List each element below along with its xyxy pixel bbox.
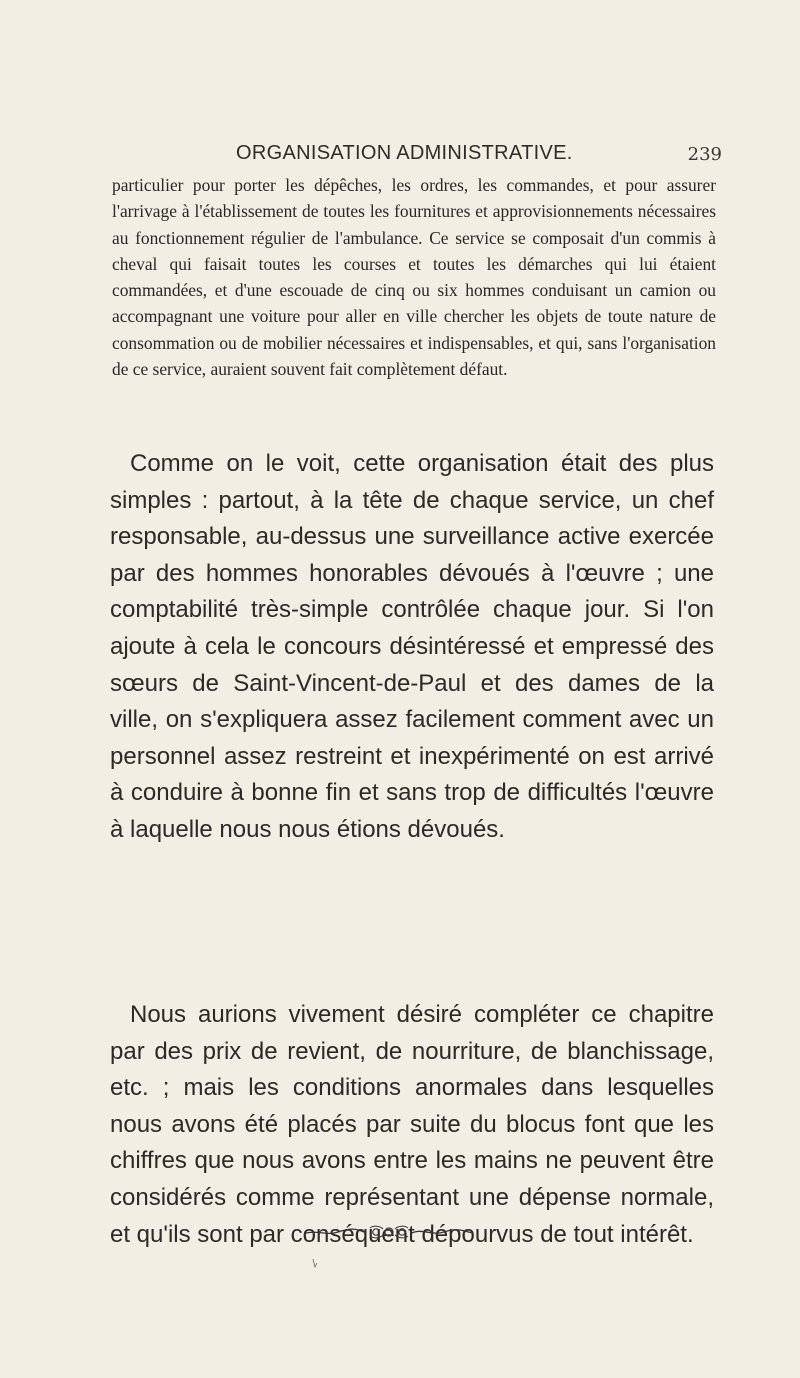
paragraph-organisation-summary: Comme on le voit, cette organisation était des plus simples : partout, à la tête de chaque service, un chef responsable, au-dessus une surveillance active exercée par des hommes honorables dévoués à l'œuvre ; une comptabilité très-simple contrôlée chaque jour. Si l'on ajoute à cela le concours désintéressé et empressé des sœurs de Saint-Vincent-de-Paul et des dames de la ville, on s'expliquera assez facilement comment avec un personnel assez restreint et inexpérimenté on est arrivé à conduire à bonne fin et sans trop de difficultés l'œuvre à laquelle nous nous étions dévoués. bbox=[110, 450, 714, 843]
page-number: 239 bbox=[687, 144, 722, 165]
page-header-title: ORGANISATION ADMINISTRATIVE. bbox=[236, 142, 573, 164]
paragraph-cost-note: Nous aurions vivement désiré compléter ce chapitre par des prix de revient, de nourriture, de blanchissage, etc. ; mais les conditions anormales dans lesquelles nous avons été placés par suite du blocus font que les chiffres que nous avons entre les mains ne peuvent être considérés comme représentant une dépense normale, et qu'ils sont par conséquent dépourvus de tout intérêt. bbox=[110, 1001, 714, 1248]
printer-mark-icon bbox=[312, 1258, 318, 1268]
running-head bbox=[108, 142, 728, 170]
fleuron-ornament-icon bbox=[304, 1224, 474, 1240]
continued-paragraph: particulier pour porter les dépêches, les ordres, les commandes, et pour assurer l'arrivage à l'établissement de toutes les fournitures et approvisionnements nécessaires au fonctionnement régulier de l'ambulance. Ce service se composait d'un commis à cheval qui faisait toutes les courses et toutes les démarches qui lui étaient commandées, et d'une escouade de cinq ou six hommes conduisant un camion ou accompagnant une voiture pour aller en ville chercher les objets de toute nature de consommation ou de mobilier nécessaires et indispensables, et qui, sans l'organisation de ce service, auraient souvent fait complètement défaut. bbox=[112, 175, 716, 380]
